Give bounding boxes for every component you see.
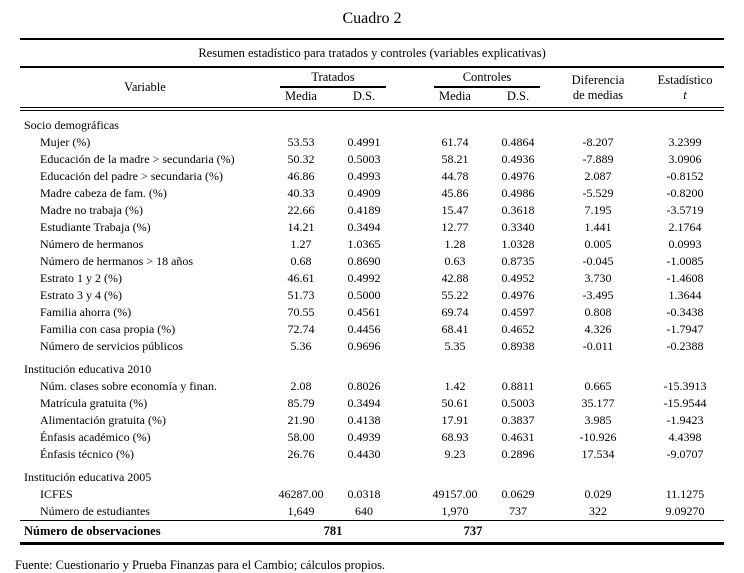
estadistico-t-value: -0.3438 (666, 305, 704, 319)
estadistico-t-value: 3.2399 (668, 135, 702, 149)
col-header-estadistico (646, 67, 724, 109)
table-subtitle: Resumen estadístico para tratados y controles (variables explicativas) (20, 39, 724, 67)
estadistico-t-value: -15.3913 (663, 379, 707, 393)
controles-media-value: 50.61 (441, 396, 469, 410)
estadistico-t-value: -1.0085 (666, 254, 704, 268)
observations-row (20, 521, 724, 544)
row-gap (396, 202, 424, 219)
variable-label: Núm. clases sobre economía y finan. (40, 379, 217, 393)
section-heading-row (20, 463, 724, 486)
tratados-ds-value: 0.4430 (347, 447, 381, 461)
col-header-variable: Variable (20, 67, 270, 109)
tratados-media-value: 58.00 (287, 430, 315, 444)
diferencia-medias-value: -7.889 (582, 152, 614, 166)
controles-media-value: 5.35 (444, 339, 466, 353)
tratados-ds-value: 0.4991 (347, 135, 381, 149)
tratados-ds-value: 1.0365 (347, 237, 381, 251)
variable-label: Familia ahorra (%) (40, 305, 132, 319)
table-body (20, 109, 724, 521)
variable-label: Familia con casa propia (%) (40, 322, 176, 336)
tratados-ds-value: 0.8026 (347, 379, 381, 393)
controles-ds-value: 737 (509, 504, 527, 518)
summary-stats-table (20, 38, 724, 545)
controles-ds-value: 0.3837 (501, 413, 535, 427)
tratados-media-value: 51.73 (287, 288, 315, 302)
controles-ds-value: 0.0629 (501, 487, 535, 501)
table-row (20, 429, 724, 446)
variable-label: Estudiante Trabaja (%) (40, 220, 151, 234)
variable-label: Educación de la madre > secundaria (%) (40, 152, 235, 166)
row-gap (396, 304, 424, 321)
table-row (20, 202, 724, 219)
row-gap (396, 253, 424, 270)
row-gap (396, 486, 424, 503)
tratados-media-value: 22.66 (287, 203, 315, 217)
estadistico-t-value: -0.2388 (666, 339, 704, 353)
variable-label: Madre cabeza de fam. (%) (40, 186, 167, 200)
table-row (20, 168, 724, 185)
estadistico-t-value: 1.3644 (668, 288, 702, 302)
table-row (20, 395, 724, 412)
col-header-controles-media: Media (424, 88, 486, 109)
controles-media-value: 68.41 (441, 322, 469, 336)
tratados-ds-value: 0.5000 (347, 288, 381, 302)
controles-ds-value: 0.8735 (501, 254, 535, 268)
diferencia-medias-value: 3.730 (584, 271, 612, 285)
tratados-ds-value: 0.4189 (347, 203, 381, 217)
section-heading: Institución educativa 2005 (24, 470, 152, 484)
controles-ds-value: 0.4976 (501, 169, 535, 183)
table-row (20, 287, 724, 304)
estadistico-t-value: 9.09270 (665, 504, 705, 518)
controles-media-value: 45.86 (441, 186, 469, 200)
variable-label: Mujer (%) (40, 135, 91, 149)
diferencia-medias-value: 4.326 (584, 322, 612, 336)
table-row (20, 378, 724, 395)
controles-ds-value: 0.8938 (501, 339, 535, 353)
diferencia-medias-value: 0.029 (584, 487, 612, 501)
tratados-ds-value: 0.4138 (347, 413, 381, 427)
table-row (20, 304, 724, 321)
observations-controles: 737 (396, 521, 550, 544)
table-row (20, 270, 724, 287)
estadistico-t-value: -0.8152 (666, 169, 704, 183)
controles-ds-value: 0.4952 (501, 271, 535, 285)
variable-label: Educación del padre > secundaria (%) (40, 169, 224, 183)
tratados-ds-value: 0.0318 (347, 487, 381, 501)
table-row (20, 134, 724, 151)
table-row (20, 151, 724, 168)
tratados-media-value: 46.61 (287, 271, 315, 285)
tratados-media-value: 85.79 (287, 396, 315, 410)
variable-label: Estrato 3 y 4 (%) (40, 288, 122, 302)
variable-label: ICFES (40, 487, 73, 501)
diferencia-medias-value: 0.005 (584, 237, 612, 251)
diferencia-medias-value: 1.441 (584, 220, 612, 234)
row-gap (396, 395, 424, 412)
variable-label: Número de hermanos > 18 años (40, 254, 194, 268)
table-caption: Cuadro 2 (342, 10, 402, 27)
controles-media-value: 44.78 (441, 169, 469, 183)
table-row (20, 412, 724, 429)
table-row (20, 185, 724, 202)
estadistico-t-value: -3.5719 (666, 203, 704, 217)
estadistico-t-value: 2.1764 (668, 220, 702, 234)
variable-label: Alimentación gratuita (%) (40, 413, 166, 427)
section-heading-row (20, 109, 724, 134)
row-gap (396, 338, 424, 355)
column-gap (396, 67, 424, 109)
col-header-controles-ds: D.S. (486, 88, 550, 109)
row-gap (396, 321, 424, 338)
controles-media-value: 12.77 (441, 220, 469, 234)
col-header-diferencia-line1: Diferencia (571, 72, 625, 87)
tratados-ds-value: 0.3494 (347, 396, 381, 410)
header-row-groups (20, 67, 724, 88)
controles-ds-value: 0.2896 (501, 447, 535, 461)
variable-label: Matrícula gratuita (%) (40, 396, 148, 410)
diferencia-medias-value: 0.665 (584, 379, 612, 393)
tratados-media-value: 1.27 (290, 237, 312, 251)
controles-media-value: 17.91 (441, 413, 469, 427)
section-heading: Institución educativa 2010 (24, 362, 152, 376)
col-group-tratados (270, 67, 396, 88)
observations-empty-dif (550, 521, 646, 544)
controles-ds-value: 0.4976 (501, 288, 535, 302)
tratados-media-value: 70.55 (287, 305, 315, 319)
tratados-media-value: 53.53 (287, 135, 315, 149)
tratados-media-value: 40.33 (287, 186, 315, 200)
diferencia-medias-value: -0.011 (582, 339, 614, 353)
diferencia-medias-value: -10.926 (579, 430, 617, 444)
row-gap (396, 270, 424, 287)
table-row (20, 253, 724, 270)
table-row (20, 338, 724, 355)
table-row (20, 446, 724, 463)
tratados-ds-value: 0.5003 (347, 152, 381, 166)
variable-label: Estrato 1 y 2 (%) (40, 271, 122, 285)
tratados-media-value: 26.76 (287, 447, 315, 461)
tratados-media-value: 0.68 (290, 254, 312, 268)
estadistico-t-value: 4.4398 (668, 430, 702, 444)
row-gap (396, 446, 424, 463)
diferencia-medias-value: 35.177 (581, 396, 615, 410)
controles-ds-value: 0.4652 (501, 322, 535, 336)
table-row (20, 486, 724, 503)
controles-media-value: 15.47 (441, 203, 469, 217)
row-gap (396, 378, 424, 395)
controles-ds-value: 0.4631 (501, 430, 535, 444)
tratados-media-value: 46287.00 (278, 487, 324, 501)
col-header-estadistico-t: t (683, 87, 687, 102)
tratados-ds-value: 0.8690 (347, 254, 381, 268)
diferencia-medias-value: -8.207 (582, 135, 614, 149)
row-gap (396, 429, 424, 446)
controles-media-value: 49157.00 (432, 487, 478, 501)
tratados-media-value: 2.08 (290, 379, 312, 393)
subtitle-row (20, 39, 724, 67)
tratados-ds-value: 0.4909 (347, 186, 381, 200)
controles-media-value: 1.28 (444, 237, 466, 251)
controles-media-value: 9.23 (444, 447, 466, 461)
diferencia-medias-value: -0.045 (582, 254, 614, 268)
diferencia-medias-value: 322 (589, 504, 607, 518)
diferencia-medias-value: 17.534 (581, 447, 615, 461)
row-gap (396, 185, 424, 202)
col-header-diferencia (550, 67, 646, 109)
variable-label: Madre no trabaja (%) (40, 203, 143, 217)
controles-media-value: 68.93 (441, 430, 469, 444)
row-gap (396, 134, 424, 151)
variable-label: Énfasis técnico (%) (40, 447, 134, 461)
tratados-ds-value: 640 (355, 504, 373, 518)
tratados-media-value: 72.74 (287, 322, 315, 336)
tratados-media-value: 14.21 (287, 220, 315, 234)
observations-empty-stat (646, 521, 724, 544)
estadistico-t-value: 3.0906 (668, 152, 702, 166)
estadistico-t-value: -9.0707 (666, 447, 704, 461)
variable-label: Número de servicios públicos (40, 339, 183, 353)
col-group-controles-label: Controles (434, 70, 540, 88)
tratados-ds-value: 0.4992 (347, 271, 381, 285)
row-gap (396, 219, 424, 236)
diferencia-medias-value: -3.495 (582, 288, 614, 302)
controles-media-value: 42.88 (441, 271, 469, 285)
controles-media-value: 61.74 (441, 135, 469, 149)
tratados-ds-value: 0.3494 (347, 220, 381, 234)
table-row (20, 219, 724, 236)
row-gap (396, 503, 424, 521)
col-header-diferencia-line2: de medias (572, 87, 624, 102)
controles-ds-value: 0.3340 (501, 220, 535, 234)
diferencia-medias-value: 7.195 (584, 203, 612, 217)
row-gap (396, 168, 424, 185)
observations-section (20, 521, 724, 544)
diferencia-medias-value: 0.808 (584, 305, 612, 319)
diferencia-medias-value: 3.985 (584, 413, 612, 427)
controles-ds-value: 0.8811 (501, 379, 535, 393)
tratados-ds-value: 0.4993 (347, 169, 381, 183)
controles-ds-value: 0.4936 (501, 152, 535, 166)
col-header-estadistico-line1: Estadístico (657, 72, 713, 87)
controles-ds-value: 0.4986 (501, 186, 535, 200)
observations-label: Número de observaciones (20, 521, 270, 544)
controles-media-value: 1,970 (441, 504, 469, 518)
tratados-media-value: 5.36 (290, 339, 312, 353)
controles-media-value: 69.74 (441, 305, 469, 319)
tratados-ds-value: 0.4939 (347, 430, 381, 444)
controles-media-value: 0.63 (444, 254, 466, 268)
section-heading: Socio demográficas (24, 118, 119, 132)
tratados-media-value: 46.86 (287, 169, 315, 183)
diferencia-medias-value: -5.529 (582, 186, 614, 200)
table-row (20, 236, 724, 253)
controles-ds-value: 0.5003 (501, 396, 535, 410)
section-heading-row (20, 355, 724, 378)
col-header-tratados-media: Media (270, 88, 332, 109)
tratados-ds-value: 0.9696 (347, 339, 381, 353)
controles-ds-value: 0.4864 (501, 135, 535, 149)
col-group-controles (424, 67, 550, 88)
estadistico-t-value: 0.0993 (668, 237, 702, 251)
controles-ds-value: 0.4597 (501, 305, 535, 319)
row-gap (396, 151, 424, 168)
col-header-tratados-ds: D.S. (332, 88, 396, 109)
diferencia-medias-value: 2.087 (584, 169, 612, 183)
source-note: Fuente: Cuestionario y Prueba Finanzas para el Cambio; cálculos propios. (15, 558, 386, 572)
controles-ds-value: 0.3618 (501, 203, 535, 217)
col-group-tratados-label: Tratados (280, 70, 386, 88)
table-row (20, 321, 724, 338)
tratados-ds-value: 0.4456 (347, 322, 381, 336)
tratados-ds-value: 0.4561 (347, 305, 381, 319)
controles-media-value: 1.42 (444, 379, 466, 393)
tratados-media-value: 1,649 (287, 504, 315, 518)
estadistico-t-value: -0.8200 (666, 186, 704, 200)
row-gap (396, 287, 424, 304)
controles-ds-value: 1.0328 (501, 237, 535, 251)
variable-label: Énfasis académico (%) (40, 430, 151, 444)
row-gap (396, 236, 424, 253)
tratados-media-value: 21.90 (287, 413, 315, 427)
estadistico-t-value: -1.9423 (666, 413, 704, 427)
table-row (20, 503, 724, 521)
estadistico-t-value: -1.4608 (666, 271, 704, 285)
variable-label: Número de estudiantes (40, 504, 150, 518)
controles-media-value: 55.22 (441, 288, 469, 302)
tratados-media-value: 50.32 (287, 152, 315, 166)
estadistico-t-value: -15.9544 (663, 396, 707, 410)
controles-media-value: 58.21 (441, 152, 469, 166)
estadistico-t-value: 11.1275 (665, 487, 705, 501)
observations-tratados: 781 (270, 521, 396, 544)
variable-label: Número de hermanos (40, 237, 144, 251)
estadistico-t-value: -1.7947 (666, 322, 704, 336)
row-gap (396, 412, 424, 429)
